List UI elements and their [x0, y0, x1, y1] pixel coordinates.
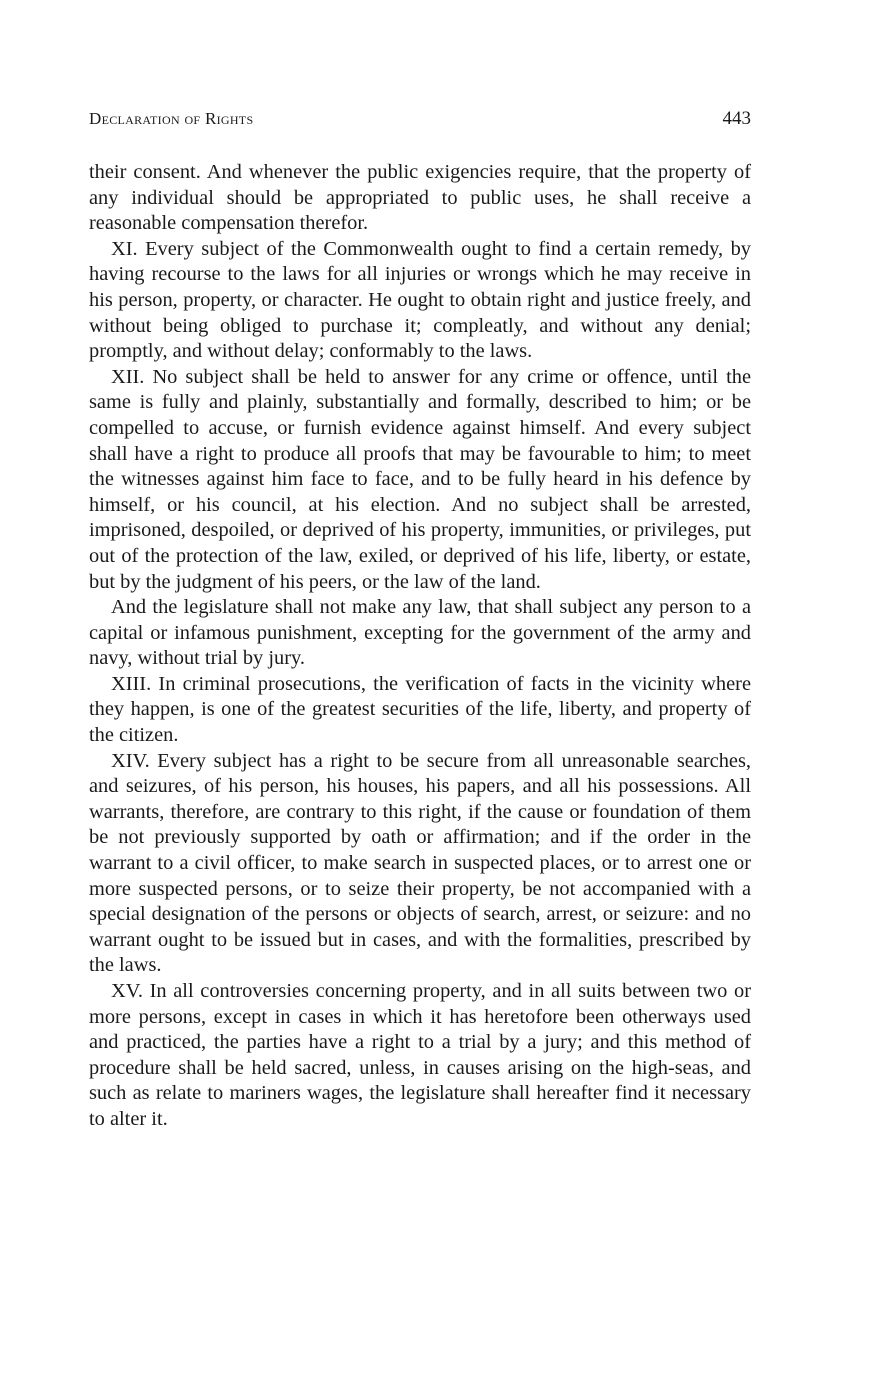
paragraph-continuation: their consent. And whenever the public exigencies require, that the property of any individual should be appropriated to public uses, he shall receive a reasonable compensation therefor.: [89, 161, 751, 235]
page-content: [89, 108, 751, 1133]
paragraph-article-xv: XV. In all controversies concerning property, and in all suits between two or more persons, except in cases in which it has heretofore been otherways used and practiced, the parties have a right to a trial by a jury; and this method of procedure shall be held sacred, unless, in causes arising on the high-seas, and such as relate to mariners wages, the legislature shall hereafter find it necessary to alter it.: [89, 980, 751, 1130]
running-title: Declaration of Rights: [89, 109, 254, 128]
paragraph-article-xiv: XIV. Every subject has a right to be secure from all unreasonable searches, and seizures, of his person, his houses, his papers, and all his possessions. All warrants, therefore, are contrary to this right, if the cause or foundation of them be not previously supported by oath or affirmation; and if the order in the warrant to a civil officer, to make search in suspected places, or to arrest one or more suspected persons, or to seize their property, be not accompanied with a special designation of the persons or objects of search, arrest, or seizure: and no warrant ought to be issued but in cases, and with the formalities, prescribed by the laws.: [89, 749, 751, 977]
running-head: [89, 108, 751, 138]
paragraph-article-xii-legislature: And the legislature shall not make any law, that shall subject any person to a capital or infamous punishment, excepting for the government of the army and navy, without trial by jury.: [89, 596, 751, 670]
paragraph-article-xiii: XIII. In criminal prosecutions, the verification of facts in the vicinity where they happen, is one of the greatest securities of the life, liberty, and property of the citizen.: [89, 672, 751, 747]
paragraph-article-xii: XII. No subject shall be held to answer for any crime or offence, until the same is fully and plainly, substantially and formally, described to him; or be compelled to accuse, or furnish evidence against himself. And every subject shall have a right to produce all proofs that may be favourable to him; to meet the witnesses against him face to face, and to be fully heard in his defence by himself, or his council, at his election. And no subject shall be arrested, imprisoned, despoiled, or deprived of his property, immunities, or privileges, put out of the protection of the law, exiled, or deprived of his life, liberty, or estate, but by the judgment of his peers, or the law of the land.: [89, 365, 751, 593]
page-number: 443: [722, 108, 751, 129]
paragraph-article-xi: XI. Every subject of the Commonwealth ought to find a certain remedy, by having recourse to the laws for all injuries or wrongs which he may receive in his person, property, or character. He ought to obtain right and justice freely, and without being obliged to purchase it; compleatly, and without any denial; promptly, and without delay; conformably to the laws.: [89, 237, 751, 363]
